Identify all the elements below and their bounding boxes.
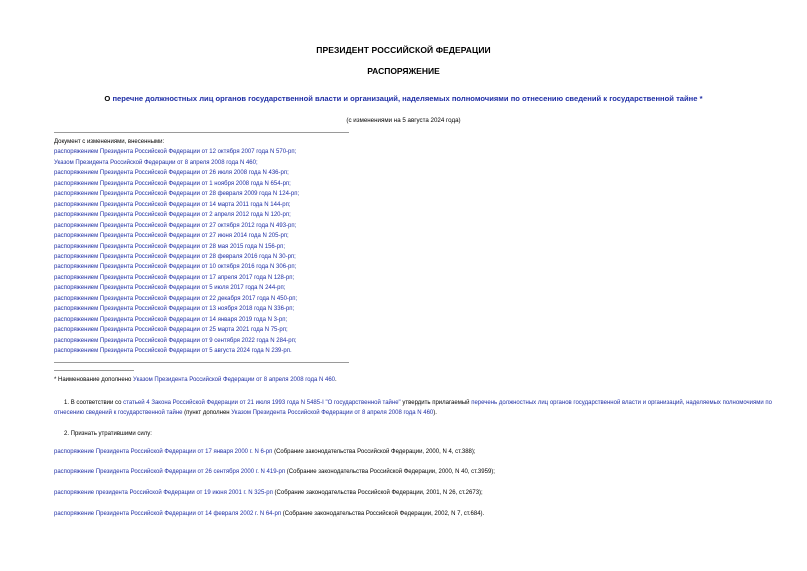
change-link[interactable]: распоряжением Президента Российской Федерации от 1 ноября 2008 года N 654-рп; <box>54 180 291 187</box>
change-link[interactable]: распоряжением Президента Российской Федерации от 28 февраля 2009 года N 124-рп; <box>54 191 300 198</box>
repealed-link[interactable]: распоряжение Президента Российской Федерации от 14 февраля 2002 г. N 64-рп <box>54 511 282 517</box>
repealed-source: (Собрание законодательства Российской Федерации, 2002, N 7, ст.684). <box>281 511 485 517</box>
change-link[interactable]: распоряжением Президента Российской Федерации от 28 февраля 2016 года N 30-рп; <box>54 253 296 260</box>
change-link[interactable]: распоряжением Президента Российской Федерации от 14 марта 2011 года N 144-рп; <box>54 201 291 208</box>
change-link[interactable]: распоряжением Президента Российской Федерации от 22 декабря 2017 года N 450-рп; <box>54 295 298 302</box>
repealed-item <box>54 511 484 517</box>
repealed-item <box>54 490 483 496</box>
change-link[interactable]: распоряжением Президента Российской Федерации от 13 ноября 2018 года N 336-рп; <box>54 306 295 313</box>
title-link[interactable]: перечне должностных лиц органов государственной власти и организаций, наделяемых полномочиями по отнесению сведений к государственной тайне * <box>112 94 703 103</box>
edition-note: (с изменениями на 5 августа 2024 года) <box>346 117 461 124</box>
changes-top-divider <box>54 132 349 133</box>
document-title <box>0 94 807 103</box>
paragraph-1 <box>54 398 772 418</box>
p1-text: 1. В соответствии со <box>64 400 124 406</box>
issuer-heading: ПРЕЗИДЕНТ РОССИЙСКОЙ ФЕДЕРАЦИИ <box>316 45 491 55</box>
change-link[interactable]: распоряжением Президента Российской Федерации от 5 августа 2024 года N 239-рп. <box>54 348 292 355</box>
document-type-heading: РАСПОРЯЖЕНИЕ <box>367 66 440 76</box>
change-link[interactable]: распоряжением Президента Российской Федерации от 10 октября 2016 года N 306-рп; <box>54 264 297 271</box>
change-link[interactable]: распоряжением Президента Российской Федерации от 17 апреля 2017 года N 128-рп; <box>54 274 295 281</box>
footnote <box>54 377 337 383</box>
title-prefix: О <box>104 94 113 103</box>
change-link[interactable]: распоряжением Президента Российской Федерации от 26 июля 2008 года N 436-рп; <box>54 170 289 177</box>
change-link[interactable]: распоряжением Президента Российской Федерации от 14 января 2019 года N 3-рп; <box>54 316 288 323</box>
p1-text: (пункт дополнен <box>182 410 232 416</box>
change-link[interactable]: распоряжением Президента Российской Федерации от 12 октября 2007 года N 570-рп; <box>54 149 297 156</box>
footnote-suffix: . <box>335 377 337 383</box>
change-link[interactable]: Указом Президента Российской Федерации от 8 апреля 2008 года N 460; <box>54 159 258 166</box>
repealed-item <box>54 469 495 475</box>
repealed-source: (Собрание законодательства Российской Федерации, 2001, N 26, ст.2673); <box>272 490 483 496</box>
change-link[interactable]: распоряжением Президента Российской Федерации от 2 апреля 2012 года N 120-рп; <box>54 212 291 219</box>
decree-link[interactable]: Указом Президента Российской Федерации от 8 апреля 2008 года N 460 <box>231 410 434 416</box>
p1-text: утвердить прилагаемый <box>400 400 472 406</box>
footnote-link[interactable]: Указом Президента Российской Федерации от 8 апреля 2008 года N 460 <box>133 377 336 383</box>
changes-intro: Документ с изменениями, внесенными: <box>54 139 165 145</box>
change-link[interactable]: распоряжением Президента Российской Федерации от 9 сентября 2022 года N 284-рп; <box>54 337 297 344</box>
officials-list-link[interactable]: перечень должностных лиц органов государственной власти и организаций, наделяемых полномочиями по отнесению сведений к государственной тайне <box>54 400 773 416</box>
repealed-source: (Собрание законодательства Российской Федерации, 2000, N 4, ст.388); <box>272 449 476 455</box>
repealed-link[interactable]: распоряжение Президента Российской Федерации от 26 сентября 2000 г. N 419-рп <box>54 469 286 475</box>
changes-block <box>54 137 299 357</box>
change-link[interactable]: распоряжением Президента Российской Федерации от 27 октября 2012 года N 493-рп; <box>54 222 297 229</box>
law-article-link[interactable]: статьей 4 Закона Российской Федерации от 21 июля 1993 года N 5485-I "О государственной тайне" <box>123 400 401 406</box>
changes-bottom-divider <box>54 362 349 363</box>
repealed-link[interactable]: распоряжение президента Российской Федерации от 19 июня 2001 г. N 325-рп <box>54 490 273 496</box>
footnote-text: * Наименование дополнено <box>54 377 134 383</box>
footnote-divider <box>54 370 134 371</box>
change-link[interactable]: распоряжением Президента Российской Федерации от 27 июня 2014 года N 205-рп; <box>54 233 289 240</box>
repealed-item <box>54 449 476 455</box>
change-link[interactable]: распоряжением Президента Российской Федерации от 5 июля 2017 года N 244-рп; <box>54 285 286 292</box>
change-link[interactable]: распоряжением Президента Российской Федерации от 28 мая 2015 года N 156-рп; <box>54 243 286 250</box>
paragraph-2: 2. Признать утратившими силу: <box>64 431 152 437</box>
change-link[interactable]: распоряжением Президента Российской Федерации от 25 марта 2021 года N 75-рп; <box>54 327 288 334</box>
repealed-source: (Собрание законодательства Российской Федерации, 2000, N 40, ст.3959); <box>285 469 495 475</box>
repealed-link[interactable]: распоряжение Президента Российской Федерации от 17 января 2000 г. N 6-рп <box>54 449 273 455</box>
p1-text: ). <box>433 410 437 416</box>
